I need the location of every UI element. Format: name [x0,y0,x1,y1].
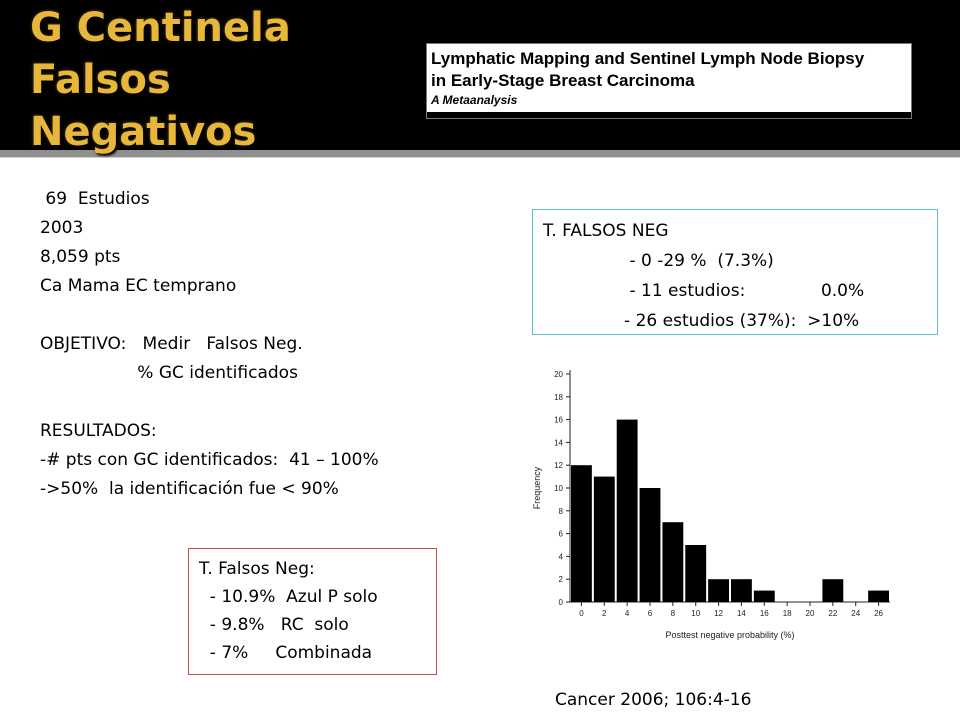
y-tick-label: 14 [554,438,563,448]
paper-title-image [426,43,912,119]
paper-title-line: Lymphatic Mapping and Sentinel Lymph Node Biopsy [431,49,865,68]
box-line: - 10.9% Azul P solo [199,587,378,607]
y-tick-label: 16 [554,415,563,425]
box-line: - 0 -29 % (7.3%) [543,251,774,271]
slide-title-line: G Centinela [30,5,291,51]
slide-title [30,2,291,158]
box-line: T. FALSOS NEG [543,221,669,241]
x-tick-label: 18 [782,609,792,618]
y-tick-label: 6 [558,529,563,539]
chart-bars [571,420,889,602]
histogram-bar [594,477,615,602]
y-tick-label: 8 [558,506,563,516]
summary-line: ->50% la identificación fue < 90% [40,479,339,499]
y-tick-label: 4 [558,552,563,562]
x-tick-label: 10 [691,609,701,618]
posttest-probability-histogram [518,360,898,650]
citation: Cancer 2006; 106:4-16 [555,690,752,710]
false-negative-rate-box [532,209,938,335]
histogram-bar [640,488,661,602]
x-tick-label: 0 [579,609,584,618]
histogram-bar [754,591,775,602]
y-tick-label: 12 [554,461,563,471]
study-summary [40,185,379,504]
box-line: - 9.8% RC solo [199,615,349,635]
slide-title-line: Negativos [30,109,257,155]
histogram-bar [685,545,706,602]
histogram-bar [662,522,683,602]
summary-line: OBJETIVO: Medir Falsos Neg. [40,334,303,354]
box-line: - 11 estudios: 0.0% [543,281,865,301]
slide-title-line: Falsos [30,57,171,103]
technique-false-negative-box [188,548,437,675]
summary-line: 69 Estudios [40,189,150,209]
summary-line: 2003 [40,218,84,238]
y-tick-label: 20 [554,370,563,379]
summary-line [40,301,379,330]
histogram-bar [868,591,889,602]
summary-line: -# pts con GC identificados: 41 – 100% [40,450,379,470]
box-line: - 26 estudios (37%): >10% [543,311,860,331]
box-line: T. Falsos Neg: [199,559,315,579]
summary-line: % GC identificados [40,363,298,383]
x-axis-label: Posttest negative probability (%) [665,630,795,640]
paper-title-line: in Early-Stage Breast Carcinoma [431,71,695,90]
y-axis-label: Frequency [532,466,542,510]
y-tick-label: 2 [558,575,563,585]
summary-line: Ca Mama EC temprano [40,276,237,296]
summary-line [40,388,379,417]
x-tick-label: 20 [805,609,815,618]
x-tick-label: 26 [874,609,884,618]
summary-line: RESULTADOS: [40,421,157,441]
x-tick-label: 12 [714,609,724,618]
x-tick-label: 4 [624,609,630,618]
histogram-bar [708,579,729,602]
paper-title-bar [427,112,911,118]
x-tick-label: 8 [670,609,676,618]
histogram-bar [822,579,843,602]
paper-subtitle: A Metaanalysis [431,93,518,107]
histogram-bar [617,420,638,602]
y-tick-label: 18 [554,392,563,402]
x-tick-label: 6 [647,609,653,618]
x-tick-label: 22 [828,609,838,618]
x-tick-label: 24 [851,609,861,618]
histogram-bar [731,579,752,602]
x-tick-label: 2 [602,609,607,618]
y-tick-label: 10 [554,484,563,493]
box-line: - 7% Combinada [199,643,373,663]
summary-line: 8,059 pts [40,247,121,267]
y-tick-label: 0 [558,598,563,607]
histogram-bar [571,465,592,602]
x-tick-label: 16 [759,609,769,618]
x-tick-label: 14 [736,609,746,618]
